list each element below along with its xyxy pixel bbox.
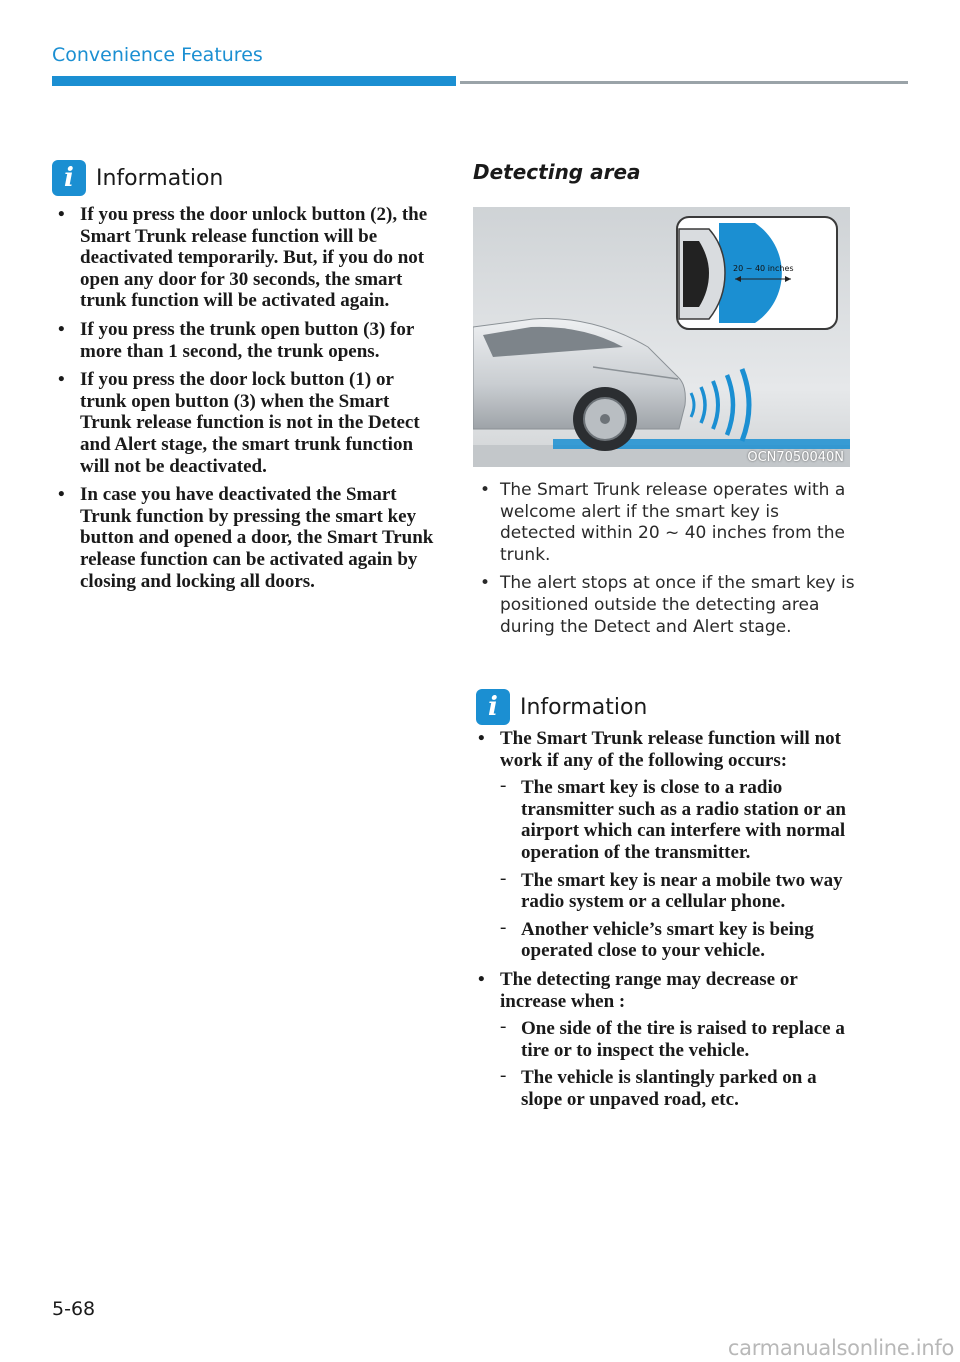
sub-list-item: - The smart key is close to a radio transmitter such as a radio station or an airport which can interfere with normal operation of the transmitter. xyxy=(500,777,856,863)
header-rule xyxy=(460,81,908,84)
list-item-text: The detecting range may decrease or increase when : xyxy=(500,968,798,1012)
sub-list-item: - The smart key is near a mobile two way radio system or a cellular phone. xyxy=(500,870,856,913)
watermark: carmanualsonline.info xyxy=(727,1336,954,1360)
left-info-title: Information xyxy=(96,165,224,191)
detecting-area-title: Detecting area xyxy=(473,160,641,184)
section-header-title: Convenience Features xyxy=(52,44,263,66)
detecting-list xyxy=(476,480,856,645)
right-info-title: Information xyxy=(520,694,648,720)
list-item: • If you press the door unlock button (2), the Smart Trunk release function will be deactivated temporarily. But, if you do not open any door for 30 seconds, the smart trunk function will be activated again. xyxy=(56,204,436,312)
sub-list-item: - The vehicle is slantingly parked on a slope or unpaved road, etc. xyxy=(500,1067,856,1110)
car-detection-figure xyxy=(473,207,850,467)
list-item xyxy=(476,969,856,1111)
sub-list xyxy=(500,1018,856,1110)
page-number: 5-68 xyxy=(52,1298,96,1320)
list-item xyxy=(476,728,856,962)
list-item: • The Smart Trunk release operates with a welcome alert if the smart key is detected within 20 ~ 40 inches from the trunk. xyxy=(476,480,856,566)
header-accent-bar xyxy=(52,76,456,86)
list-item-text: The Smart Trunk release function will not work if any of the following occurs: xyxy=(500,728,841,771)
sub-list-item: - Another vehicle’s smart key is being operated close to your vehicle. xyxy=(500,919,856,962)
figure-code: OCN7050040N xyxy=(747,450,844,465)
information-icon: i xyxy=(52,160,86,196)
list-item: • If you press the door lock button (1) or trunk open button (3) when the Smart Trunk release function is not in the Detect and Alert stage, the smart trunk function will not be deactivated. xyxy=(56,369,436,477)
distance-label: 20 ~ 40 inches xyxy=(733,264,794,273)
right-info-list xyxy=(476,728,856,1118)
right-info-heading xyxy=(476,689,647,725)
list-item: • The alert stops at once if the smart key is positioned outside the detecting area during the Detect and Alert stage. xyxy=(476,573,856,638)
list-item: • In case you have deactivated the Smart Trunk function by pressing the smart key button and opened a door, the Smart Trunk release function can be activated again by closing and locking all doors. xyxy=(56,484,436,592)
sub-list xyxy=(500,777,856,962)
list-item: • If you press the trunk open button (3) for more than 1 second, the trunk opens. xyxy=(56,319,436,362)
left-info-list xyxy=(56,204,436,599)
left-info-heading xyxy=(52,160,223,196)
detecting-area-illustration xyxy=(473,207,850,467)
sub-list-item: - One side of the tire is raised to replace a tire or to inspect the vehicle. xyxy=(500,1018,856,1061)
information-icon: i xyxy=(476,689,510,725)
